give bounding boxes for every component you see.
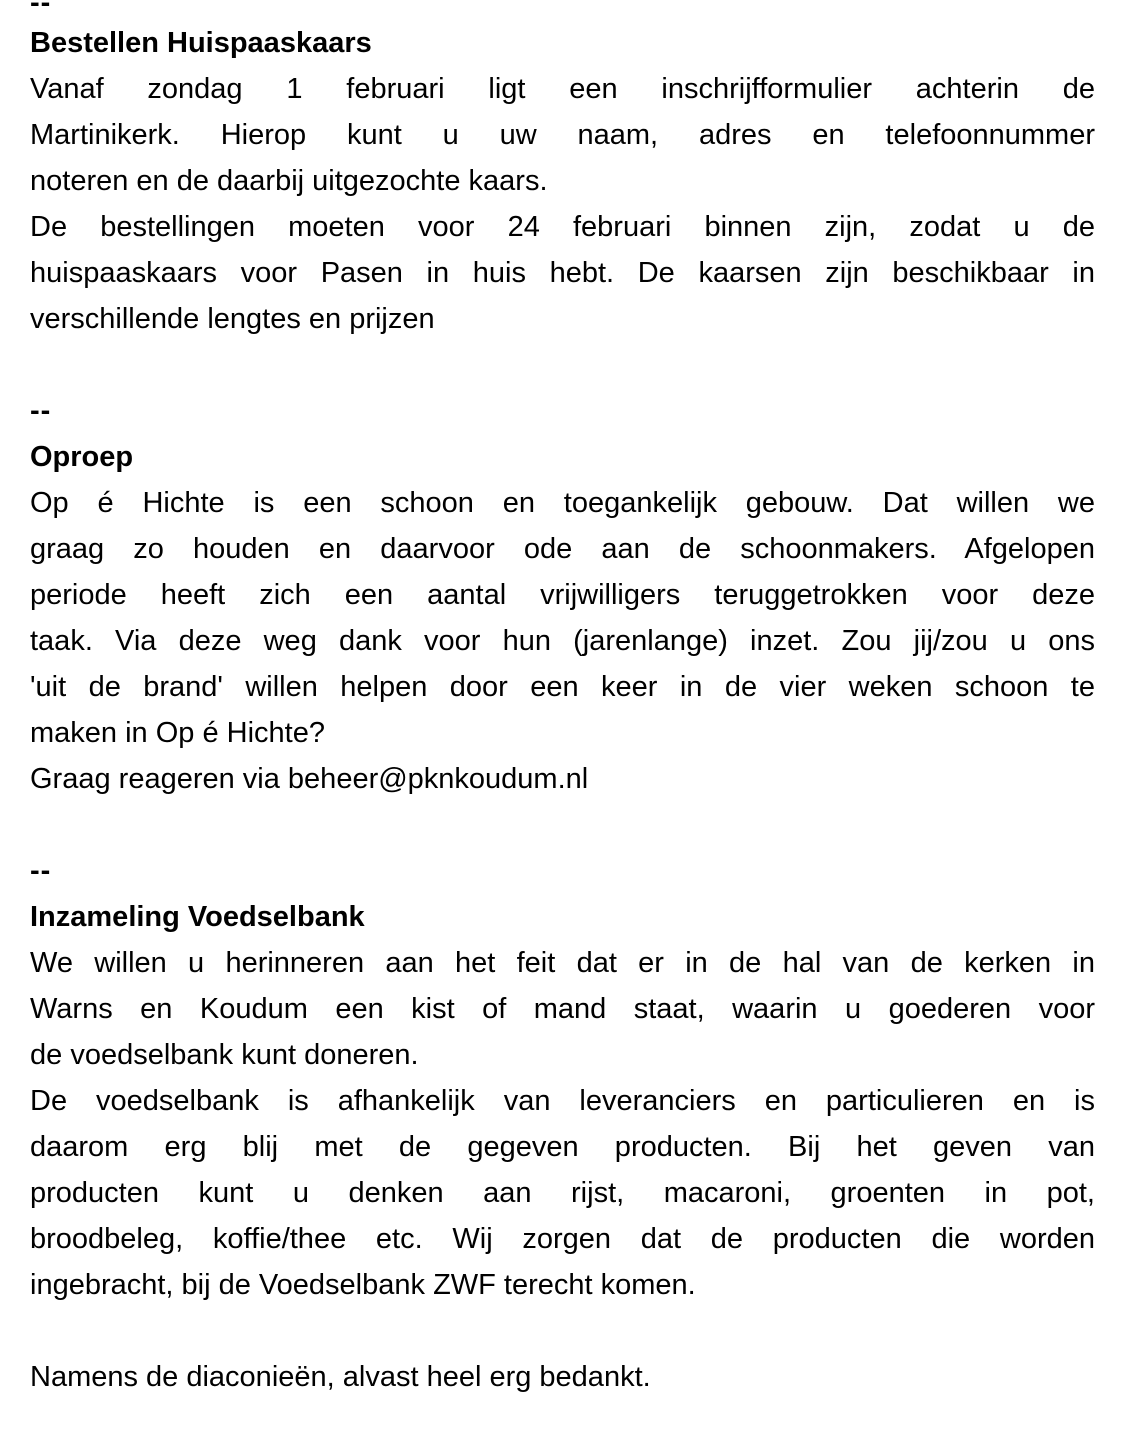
paragraph-line: Warns en Koudum een kist of mand staat, waarin u goederen voor [30,993,1095,1025]
paragraph-line: ingebracht, bij de Voedselbank ZWF terecht komen. [30,1269,696,1301]
document-body [30,0,1095,1400]
paragraph-line: Graag reageren via beheer@pknkoudum.nl [30,763,589,795]
separator-dashes: -- [30,395,52,427]
section-separator [30,0,1095,20]
separator-dashes: -- [30,855,52,887]
paragraph-line: 'uit de brand' willen helpen door een keer in de vier weken schoon te [30,671,1095,703]
paragraph-line: de voedselbank kunt doneren. [30,1039,419,1071]
blank-line [30,802,1095,848]
paragraph-line: daarom erg blij met de gegeven producten. Bij het geven van [30,1131,1095,1163]
paragraph-line: broodbeleg, koffie/thee etc. Wij zorgen dat de producten die worden [30,1223,1095,1255]
section-heading-text: Bestellen Huispaaskaars [30,27,372,59]
blank-line [30,1308,1095,1354]
section-heading [30,434,1095,480]
section-separator [30,848,1095,894]
separator-dashes: -- [30,0,52,19]
section-heading [30,20,1095,66]
paragraph-line: Namens de diaconieën, alvast heel erg bedankt. [30,1361,651,1393]
section-heading [30,894,1095,940]
paragraph-line: huispaaskaars voor Pasen in huis hebt. De kaarsen zijn beschikbaar in [30,257,1095,289]
blank-line [30,342,1095,388]
paragraph-line: Vanaf zondag 1 februari ligt een inschrijfformulier achterin de [30,73,1095,105]
paragraph-line: Op é Hichte is een schoon en toegankelijk gebouw. Dat willen we [30,487,1095,519]
paragraph-line: De bestellingen moeten voor 24 februari binnen zijn, zodat u de [30,211,1095,243]
paragraph-line: noteren en de daarbij uitgezochte kaars. [30,165,548,197]
paragraph-line: verschillende lengtes en prijzen [30,303,435,335]
paragraph-line: De voedselbank is afhankelijk van leveranciers en particulieren en is [30,1085,1095,1117]
section-heading-text: Inzameling Voedselbank [30,901,365,933]
paragraph-line: taak. Via deze weg dank voor hun (jarenlange) inzet. Zou jij/zou u ons [30,625,1095,657]
paragraph-line: graag zo houden en daarvoor ode aan de schoonmakers. Afgelopen [30,533,1095,565]
paragraph-line: maken in Op é Hichte? [30,717,325,749]
paragraph-line: We willen u herinneren aan het feit dat er in de hal van de kerken in [30,947,1095,979]
paragraph-line: producten kunt u denken aan rijst, macaroni, groenten in pot, [30,1177,1095,1209]
paragraph-line: periode heeft zich een aantal vrijwilligers teruggetrokken voor deze [30,579,1095,611]
section-heading-text: Oproep [30,441,134,473]
paragraph-line: Martinikerk. Hierop kunt u uw naam, adres en telefoonnummer [30,119,1095,151]
section-separator [30,388,1095,434]
